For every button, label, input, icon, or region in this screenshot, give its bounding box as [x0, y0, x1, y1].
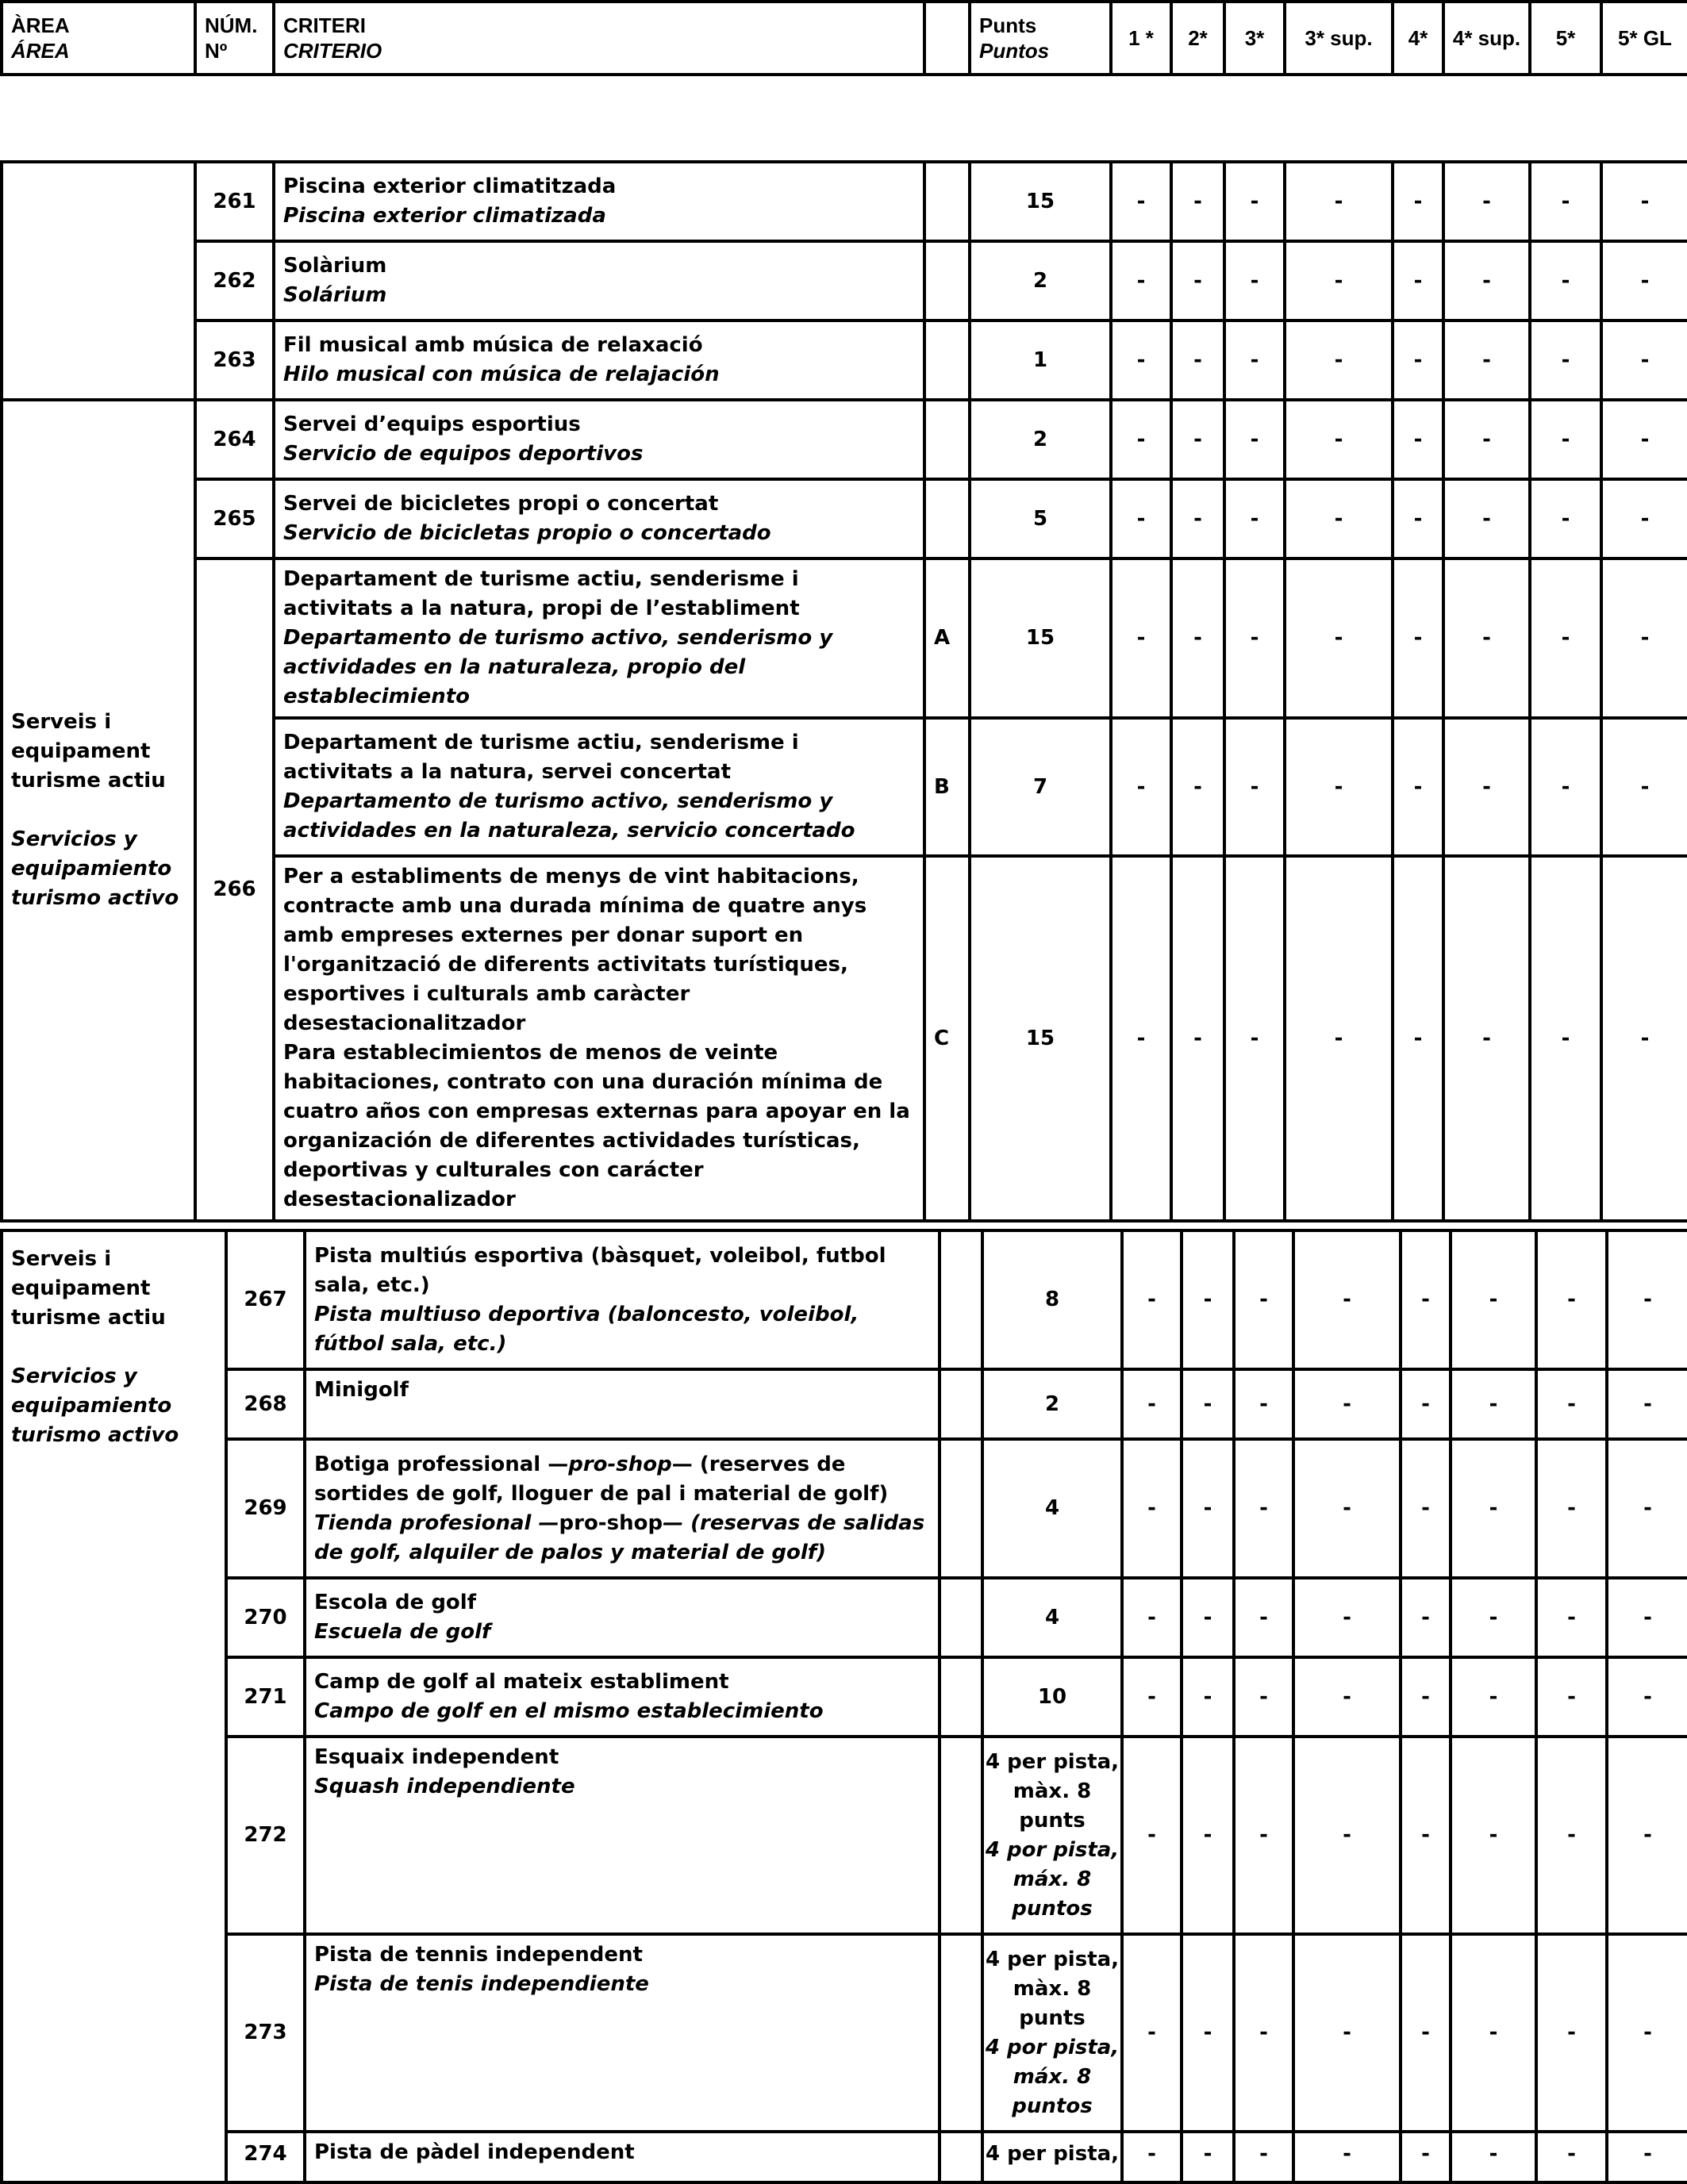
- category-cell: -: [1111, 718, 1171, 856]
- row-number: 262: [195, 241, 274, 320]
- option-cell: [940, 1230, 982, 1369]
- category-header-2: 2*: [1171, 2, 1224, 75]
- category-cell: -: [1122, 1737, 1182, 1934]
- points-cell: 15: [970, 558, 1111, 718]
- category-cell: -: [1451, 1657, 1536, 1737]
- category-cell: -: [1234, 2132, 1293, 2182]
- category-cell: -: [1122, 1439, 1182, 1578]
- points-cell: 2: [970, 400, 1111, 479]
- category-cell: -: [1393, 856, 1443, 1221]
- category-cell: -: [1451, 1230, 1536, 1369]
- category-cell: -: [1285, 856, 1393, 1221]
- table-row: [2, 241, 1687, 320]
- points-cell: 7: [970, 718, 1111, 856]
- category-cell: -: [1607, 1934, 1687, 2132]
- option-cell: [924, 241, 970, 320]
- category-cell: -: [1293, 1934, 1401, 2132]
- category-cell: -: [1451, 2132, 1536, 2182]
- category-cell: -: [1530, 479, 1601, 558]
- category-cell: -: [1111, 241, 1171, 320]
- criteria-text: Per a establiments de menys de vint habitacions, contracte amb una durada mínima de quatre anys amb empreses externes per donar suport en l'organització de diferents activitats turístiques, esportives i culturals amb caràcter desestacionalitzador Para establecimientos de menos de veinte habitaciones, contrato con una duración mínima de cuatro años con empresas externas para apoyar en la organización de diferentes actividades turísticas, deportivas y culturales con carácter desestacionalizador: [274, 856, 924, 1221]
- category-cell: -: [1443, 241, 1530, 320]
- category-header-5gl: 5* GL: [1601, 2, 1687, 75]
- category-cell: -: [1393, 241, 1443, 320]
- option-cell: [940, 1934, 982, 2132]
- category-cell: -: [1607, 1737, 1687, 1934]
- category-cell: -: [1182, 1230, 1234, 1369]
- category-cell: -: [1224, 856, 1285, 1221]
- category-cell: -: [1393, 320, 1443, 400]
- category-cell: -: [1601, 320, 1687, 400]
- points-cell: 5: [970, 479, 1111, 558]
- category-cell: -: [1601, 718, 1687, 856]
- category-cell: -: [1234, 1439, 1293, 1578]
- points-cell: 8: [982, 1230, 1122, 1369]
- category-cell: -: [1401, 1657, 1451, 1737]
- category-cell: -: [1443, 400, 1530, 479]
- table-row: [2, 1737, 1687, 1934]
- criteria-table-1: [0, 160, 1687, 1223]
- category-header-3: 3*: [1224, 2, 1285, 75]
- row-number: 261: [195, 162, 274, 241]
- category-cell: -: [1401, 1578, 1451, 1657]
- category-cell: -: [1601, 241, 1687, 320]
- category-cell: -: [1224, 558, 1285, 718]
- category-cell: -: [1601, 162, 1687, 241]
- num-header: NÚM. Nº: [195, 2, 274, 75]
- category-cell: -: [1607, 1369, 1687, 1439]
- criteria-text: Fil musical amb música de relaxació Hilo musical con música de relajación: [274, 320, 924, 400]
- table-row: [2, 2132, 1687, 2182]
- points-cell: 10: [982, 1657, 1122, 1737]
- category-cell: -: [1171, 856, 1224, 1221]
- category-cell: -: [1234, 1369, 1293, 1439]
- category-cell: -: [1451, 1737, 1536, 1934]
- table-row: [2, 1230, 1687, 1369]
- category-cell: -: [1285, 400, 1393, 479]
- category-cell: -: [1171, 400, 1224, 479]
- row-number: 268: [226, 1369, 305, 1439]
- category-cell: -: [1530, 320, 1601, 400]
- points-cell: 4 per pista,: [982, 2132, 1122, 2182]
- option-cell: B: [924, 718, 970, 856]
- category-cell: -: [1182, 1934, 1234, 2132]
- area-cell: Serveis i equipament turisme actiu Servicios y equipamiento turismo activo: [2, 1230, 226, 2182]
- points-cell: 2: [970, 241, 1111, 320]
- category-header-5: 5*: [1530, 2, 1601, 75]
- category-cell: -: [1182, 1657, 1234, 1737]
- criteria-text: Solàrium Solárium: [274, 241, 924, 320]
- points-cell: 2: [982, 1369, 1122, 1439]
- points-cell: 15: [970, 856, 1111, 1221]
- category-cell: -: [1536, 1934, 1607, 2132]
- points-cell: 1: [970, 320, 1111, 400]
- table-row: [2, 558, 1687, 718]
- category-cell: -: [1601, 400, 1687, 479]
- criteria-text: Pista de pàdel independent: [305, 2132, 940, 2182]
- row-number: 274: [226, 2132, 305, 2182]
- option-cell: [940, 1657, 982, 1737]
- criteria-text: Esquaix independent Squash independiente: [305, 1737, 940, 1934]
- category-cell: -: [1536, 1230, 1607, 1369]
- table-row: [2, 320, 1687, 400]
- category-cell: -: [1234, 1737, 1293, 1934]
- criteria-text: Departament de turisme actiu, senderisme i activitats a la natura, propi de l’establiment Departamento de turismo activo, senderismo y actividades en la naturaleza, propio del establecimiento: [274, 558, 924, 718]
- points-cell: 4 per pista, màx. 8 punts 4 por pista, máx. 8 puntos: [982, 1737, 1122, 1934]
- option-cell: [940, 1369, 982, 1439]
- row-number: 273: [226, 1934, 305, 2132]
- category-cell: -: [1122, 1578, 1182, 1657]
- row-number: 265: [195, 479, 274, 558]
- category-cell: -: [1171, 162, 1224, 241]
- option-cell: [940, 1578, 982, 1657]
- category-cell: -: [1401, 1439, 1451, 1578]
- category-cell: -: [1443, 558, 1530, 718]
- category-cell: -: [1111, 320, 1171, 400]
- table-row: [2, 1369, 1687, 1439]
- table-row: [2, 1934, 1687, 2132]
- category-cell: -: [1182, 2132, 1234, 2182]
- option-cell: [924, 320, 970, 400]
- category-cell: -: [1401, 2132, 1451, 2182]
- category-cell: -: [1111, 400, 1171, 479]
- category-cell: -: [1171, 558, 1224, 718]
- category-cell: -: [1607, 2132, 1687, 2182]
- criteria-text: Escola de golf Escuela de golf: [305, 1578, 940, 1657]
- category-cell: -: [1443, 718, 1530, 856]
- category-cell: -: [1607, 1657, 1687, 1737]
- category-cell: -: [1443, 856, 1530, 1221]
- category-cell: -: [1285, 479, 1393, 558]
- category-cell: -: [1530, 162, 1601, 241]
- category-cell: -: [1393, 718, 1443, 856]
- category-cell: -: [1111, 558, 1171, 718]
- criteria-header: CRITERI CRITERIO: [274, 2, 924, 75]
- category-cell: -: [1234, 1578, 1293, 1657]
- table-row: [2, 400, 1687, 479]
- category-header-1: 1 *: [1111, 2, 1171, 75]
- category-cell: -: [1536, 1737, 1607, 1934]
- table-row: [2, 479, 1687, 558]
- option-cell: [940, 1737, 982, 1934]
- category-cell: -: [1224, 400, 1285, 479]
- category-cell: -: [1401, 1934, 1451, 2132]
- category-cell: -: [1393, 162, 1443, 241]
- category-cell: -: [1443, 162, 1530, 241]
- category-cell: -: [1122, 1657, 1182, 1737]
- table-row: [2, 1657, 1687, 1737]
- category-cell: -: [1285, 718, 1393, 856]
- criteria-text: Servei d’equips esportius Servicio de equipos deportivos: [274, 400, 924, 479]
- category-cell: -: [1530, 718, 1601, 856]
- row-number: 263: [195, 320, 274, 400]
- criteria-text: Departament de turisme actiu, senderisme i activitats a la natura, servei concertat Departamento de turismo activo, senderismo y actividades en la naturaleza, servicio concertado: [274, 718, 924, 856]
- category-cell: -: [1530, 856, 1601, 1221]
- category-cell: -: [1182, 1737, 1234, 1934]
- category-cell: -: [1530, 241, 1601, 320]
- area-header: ÀREA ÁREA: [2, 2, 195, 75]
- category-cell: -: [1451, 1934, 1536, 2132]
- category-header-3sup: 3* sup.: [1285, 2, 1393, 75]
- criteria-table-2: [0, 1229, 1687, 2184]
- category-cell: -: [1224, 479, 1285, 558]
- header-table: [0, 0, 1687, 76]
- area-cell-empty: [2, 162, 195, 400]
- table-row: [2, 162, 1687, 241]
- option-cell: [924, 400, 970, 479]
- points-cell: 15: [970, 162, 1111, 241]
- criteria-text: Camp de golf al mateix establiment Campo de golf en el mismo establecimiento: [305, 1657, 940, 1737]
- criteria-text: Piscina exterior climatitzada Piscina exterior climatizada: [274, 162, 924, 241]
- category-cell: -: [1443, 320, 1530, 400]
- area-cell: Serveis i equipament turisme actiu Servicios y equipamiento turismo activo: [2, 400, 195, 1221]
- row-number: 264: [195, 400, 274, 479]
- row-number: 266: [195, 558, 274, 1221]
- category-cell: -: [1393, 400, 1443, 479]
- points-cell: 4: [982, 1578, 1122, 1657]
- row-number: 270: [226, 1578, 305, 1657]
- points-header: Punts Puntos: [970, 2, 1111, 75]
- category-cell: -: [1530, 400, 1601, 479]
- category-cell: -: [1536, 1439, 1607, 1578]
- category-cell: -: [1451, 1439, 1536, 1578]
- category-cell: -: [1171, 718, 1224, 856]
- row-number: 272: [226, 1737, 305, 1934]
- category-cell: -: [1285, 558, 1393, 718]
- category-cell: -: [1293, 1578, 1401, 1657]
- option-cell: [940, 1439, 982, 1578]
- category-cell: -: [1182, 1369, 1234, 1439]
- category-cell: -: [1122, 1369, 1182, 1439]
- option-cell: C: [924, 856, 970, 1221]
- category-cell: -: [1401, 1737, 1451, 1934]
- table-row: [2, 1439, 1687, 1578]
- category-cell: -: [1451, 1578, 1536, 1657]
- category-cell: -: [1401, 1369, 1451, 1439]
- category-cell: -: [1536, 1369, 1607, 1439]
- row-number: 269: [226, 1439, 305, 1578]
- category-cell: -: [1536, 2132, 1607, 2182]
- category-cell: -: [1530, 558, 1601, 718]
- category-cell: -: [1443, 479, 1530, 558]
- category-cell: -: [1171, 479, 1224, 558]
- category-cell: -: [1401, 1230, 1451, 1369]
- category-cell: -: [1393, 558, 1443, 718]
- category-cell: -: [1536, 1578, 1607, 1657]
- option-cell: [940, 2132, 982, 2182]
- category-cell: -: [1111, 479, 1171, 558]
- category-cell: -: [1293, 1230, 1401, 1369]
- category-cell: -: [1601, 558, 1687, 718]
- category-cell: -: [1234, 1657, 1293, 1737]
- category-cell: -: [1393, 479, 1443, 558]
- category-cell: -: [1182, 1578, 1234, 1657]
- category-cell: -: [1111, 856, 1171, 1221]
- criteria-text: Pista de tennis independent Pista de tenis independiente: [305, 1934, 940, 2132]
- row-number: 267: [226, 1230, 305, 1369]
- category-cell: -: [1601, 856, 1687, 1221]
- category-cell: -: [1293, 1737, 1401, 1934]
- option-cell: A: [924, 558, 970, 718]
- category-cell: -: [1234, 1230, 1293, 1369]
- category-header-4: 4*: [1393, 2, 1443, 75]
- category-cell: -: [1293, 1657, 1401, 1737]
- option-cell: [924, 162, 970, 241]
- criteria-text: Servei de bicicletes propi o concertat Servicio de bicicletas propio o concertado: [274, 479, 924, 558]
- points-cell: 4: [982, 1439, 1122, 1578]
- category-cell: -: [1285, 162, 1393, 241]
- category-cell: -: [1607, 1230, 1687, 1369]
- category-cell: -: [1536, 1657, 1607, 1737]
- category-cell: -: [1293, 1439, 1401, 1578]
- criteria-text: Pista multiús esportiva (bàsquet, voleibol, futbol sala, etc.) Pista multiuso deportiva (baloncesto, voleibol, fútbol sala, etc.): [305, 1230, 940, 1369]
- category-cell: -: [1182, 1439, 1234, 1578]
- category-cell: -: [1111, 162, 1171, 241]
- category-cell: -: [1171, 241, 1224, 320]
- criteria-text: Minigolf: [305, 1369, 940, 1439]
- row-number: 271: [226, 1657, 305, 1737]
- category-cell: -: [1224, 320, 1285, 400]
- category-cell: -: [1607, 1439, 1687, 1578]
- category-cell: -: [1234, 1934, 1293, 2132]
- category-cell: -: [1224, 241, 1285, 320]
- category-cell: -: [1122, 2132, 1182, 2182]
- category-cell: -: [1293, 1369, 1401, 1439]
- category-cell: -: [1285, 320, 1393, 400]
- category-header-4sup: 4* sup.: [1443, 2, 1530, 75]
- category-cell: -: [1171, 320, 1224, 400]
- category-cell: -: [1285, 241, 1393, 320]
- category-cell: -: [1293, 2132, 1401, 2182]
- category-cell: -: [1224, 162, 1285, 241]
- category-cell: -: [1451, 1369, 1536, 1439]
- category-cell: -: [1607, 1578, 1687, 1657]
- category-cell: -: [1601, 479, 1687, 558]
- criteria-text: Botiga professional —pro-shop— (reserves de sortides de golf, lloguer de pal i material de golf) Tienda profesional —pro-shop— (reservas de salidas de golf, alquiler de palos y material de golf): [305, 1439, 940, 1578]
- table-row: [2, 1578, 1687, 1657]
- category-cell: -: [1122, 1934, 1182, 2132]
- option-cell: [924, 479, 970, 558]
- option-header: [924, 2, 970, 75]
- points-cell: 4 per pista, màx. 8 punts 4 por pista, máx. 8 puntos: [982, 1934, 1122, 2132]
- category-cell: -: [1224, 718, 1285, 856]
- category-cell: -: [1122, 1230, 1182, 1369]
